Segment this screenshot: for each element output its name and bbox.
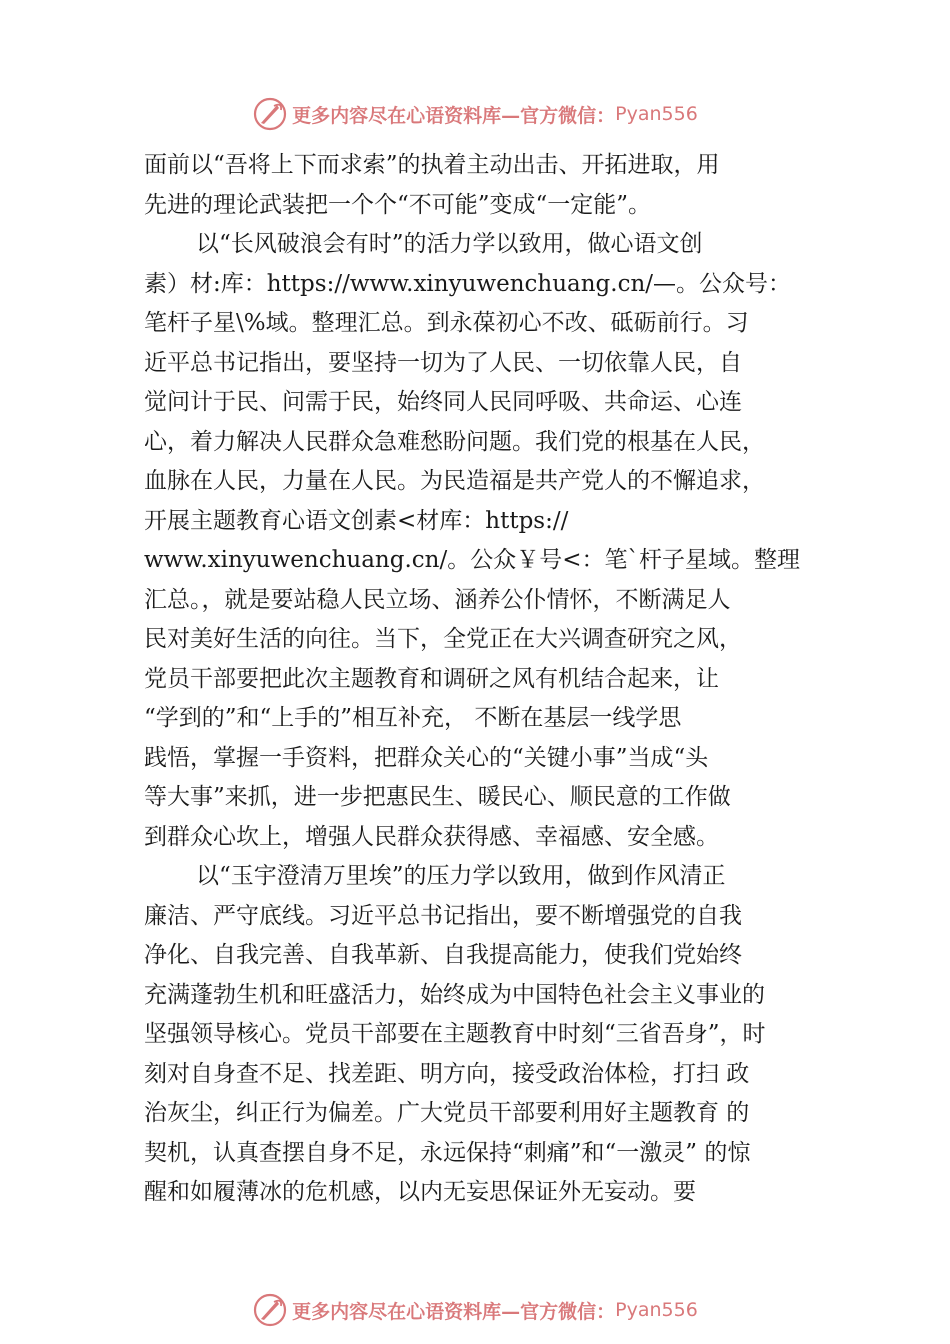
body-line: 血脉在人民，力量在人民。为民造福是共产党人的不懈追求， <box>144 468 765 494</box>
body-line: “学到的”和“上手的”相互补充， 不断在基层一线学思 <box>144 705 682 731</box>
body-line: 到群众心坎上，增强人民群众获得感、幸福感、安全感。 <box>144 823 719 850</box>
body-line: www.xinyuwenchuang.cn/。公众￥号<：笔`杆子星域。整理 <box>144 547 800 573</box>
body-line: 近平总书记指出，要坚持一切为了人民、一切依靠人民，自 <box>144 349 742 376</box>
body-line: 面前以“吾将上下而求索”的执着主动出击、开拓进取，用 <box>144 152 720 178</box>
quill-logo-icon <box>252 96 288 132</box>
footer-banner-id: Pyan556 <box>615 1299 698 1321</box>
body-line: 净化、自我完善、自我革新、自我提高能力，使我们党始终 <box>144 942 742 968</box>
body-line: 坚强领导核心。党员干部要在主题教育中时刻“三省吾身”，时 <box>144 1021 766 1047</box>
quill-logo-icon <box>252 1292 288 1328</box>
body-line: 觉问计于民、问需于民，始终同人民同呼吸、共命运、心连 <box>144 389 742 415</box>
header-banner-id: Pyan556 <box>615 103 698 125</box>
body-line: 笔杆子星\%域。整理汇总。到永葆初心不改、砥砺前行。习 <box>144 310 749 336</box>
body-line: 先进的理论武装把一个个“不可能”变成“一定能”。 <box>144 191 652 218</box>
body-line: 心，着力解决人民群众急难愁盼问题。我们党的根基在人民， <box>144 428 765 455</box>
body-line: 刻对自身查不足、找差距、明方向，接受政治体检，打扫 政 <box>144 1060 750 1087</box>
document-body <box>144 146 834 1213</box>
body-line: 醒和如履薄冰的危机感，以内无妄思保证外无妄动。要 <box>144 1179 696 1205</box>
header-banner <box>0 92 950 136</box>
body-line: 民对美好生活的向往。当下，全党正在大兴调查研究之风， <box>144 626 742 652</box>
header-banner-text: 更多内容尽在心语资料库—官方微信： <box>292 104 616 127</box>
body-line: 廉洁、严守底线。习近平总书记指出，要不断增强党的自我 <box>144 902 742 929</box>
body-line: 践悟，掌握一手资料，把群众关心的“关键小事”当成“头 <box>144 744 709 771</box>
body-line: 契机，认真查摆自身不足，永远保持“刺痛”和“一激灵” 的惊 <box>144 1139 751 1166</box>
footer-banner <box>0 1288 950 1332</box>
footer-banner-text: 更多内容尽在心语资料库—官方微信： <box>292 1300 616 1323</box>
body-line: 以“玉宇澄清万里埃”的压力学以致用，做到作风清正 <box>196 863 726 889</box>
body-line: 等大事”来抓，进一步把惠民生、暖民心、顺民意的工作做 <box>144 784 731 810</box>
body-line: 素）材:库：https://www.xinyuwenchuang.cn/—。公众号： <box>144 270 792 297</box>
body-line: 党员干部要把此次主题教育和调研之风有机结合起来，让 <box>144 665 719 692</box>
body-line: 汇总。，就是要站稳人民立场、涵养公仆情怀，不断满足人 <box>144 586 731 613</box>
body-line: 以“长风破浪会有时”的活力学以致用，做心语文创 <box>196 231 703 257</box>
body-line: 治灰尘，纠正行为偏差。广大党员干部要利用好主题教育 的 <box>144 1100 750 1126</box>
body-line: 充满蓬勃生机和旺盛活力，始终成为中国特色社会主义事业的 <box>144 981 765 1008</box>
body-line: 开展主题教育心语文创素<材库：https:// <box>144 507 569 534</box>
